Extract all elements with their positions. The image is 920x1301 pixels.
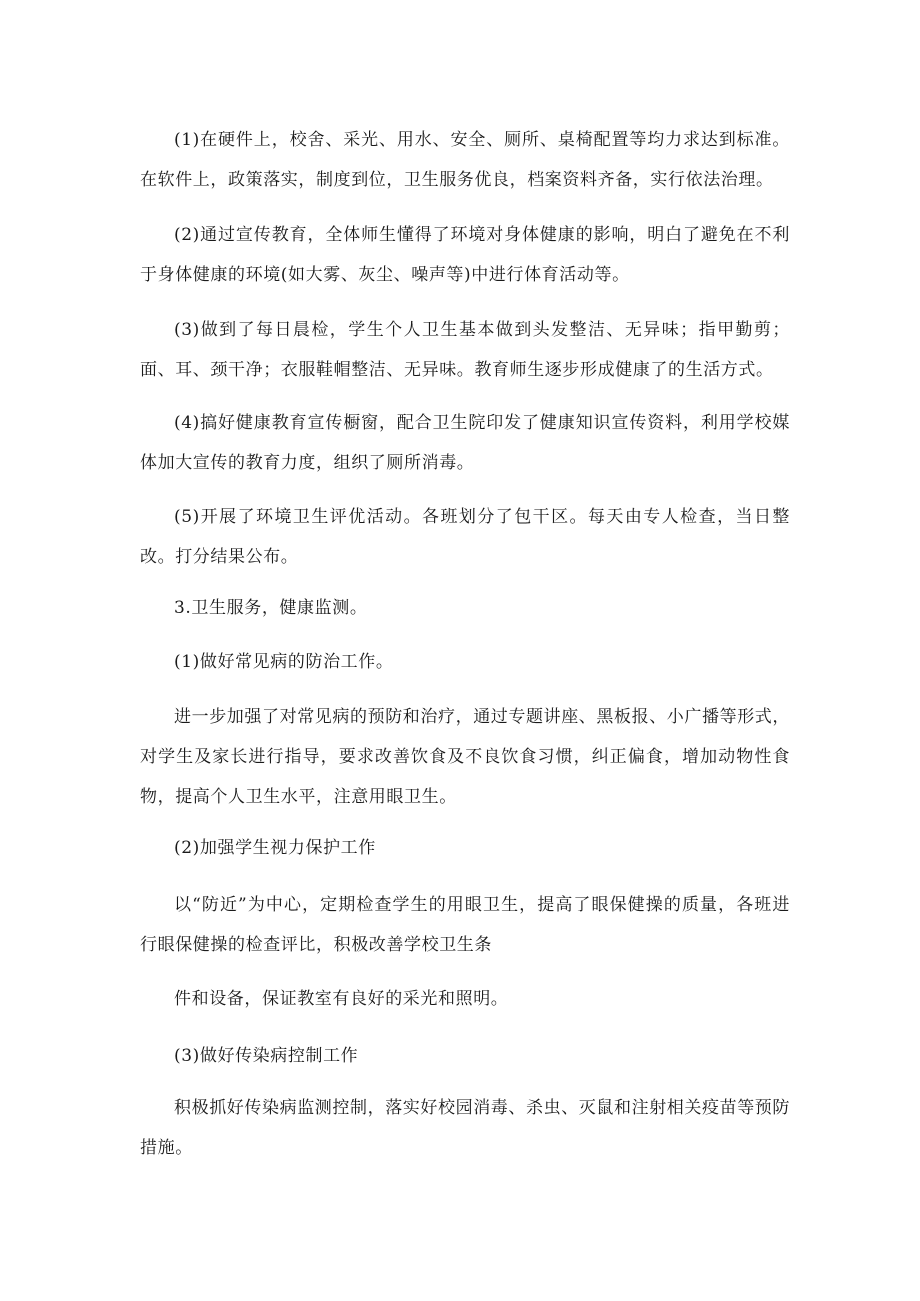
paragraph-hardware-software: (1)在硬件上，校舍、采光、用水、安全、厕所、桌椅配置等均力求达到标准。在软件上，政策落实，制度到位，卫生服务优良，档案资料齐备，实行依法治理。 [140, 130, 790, 190]
paragraph-common-disease-prevention: 进一步加强了对常见病的预防和治疗，通过专题讲座、黑板报、小广播等形式，对学生及家长进行指导，要求改善饮食及不良饮食习惯，纠正偏食，增加动物性食物，提高个人卫生水平，注意用眼卫生。 [140, 707, 790, 807]
section-heading-health-service: 3.卫生服务，健康监测。 [174, 598, 368, 618]
subheading-vision-protection: (2)加强学生视力保护工作 [174, 838, 376, 858]
paragraph-vision-protection-continued: 件和设备，保证教室有良好的采光和照明。 [174, 989, 509, 1009]
subheading-infectious-disease: (3)做好传染病控制工作 [174, 1046, 359, 1066]
paragraph-publicity-education: (2)通过宣传教育，全体师生懂得了环境对身体健康的影响，明白了避免在不利于身体健康的环境(如大雾、灰尘、噪声等)中进行体育活动等。 [140, 225, 790, 285]
paragraph-infectious-disease-control: 积极抓好传染病监测控制，落实好校园消毒、杀虫、灭鼠和注射相关疫苗等预防措施。 [140, 1098, 790, 1158]
paragraph-health-window: (4)搞好健康教育宣传橱窗，配合卫生院印发了健康知识宣传资料，利用学校媒体加大宣传的教育力度，组织了厕所消毒。 [140, 413, 790, 473]
paragraph-sanitation-evaluation: (5)开展了环境卫生评优活动。各班划分了包干区。每天由专人检查，当日整改。打分结果公布。 [140, 507, 790, 567]
paragraph-vision-protection: 以“防近”为中心，定期检查学生的用眼卫生，提高了眼保健操的质量，各班进行眼保健操的检查评比，积极改善学校卫生条 [140, 895, 790, 955]
paragraph-morning-check: (3)做到了每日晨检，学生个人卫生基本做到头发整洁、无异味；指甲勤剪；面、耳、颈干净；衣服鞋帽整洁、无异味。教育师生逐步形成健康了的生活方式。 [140, 320, 790, 380]
subheading-common-disease: (1)做好常见病的防治工作。 [174, 652, 394, 672]
